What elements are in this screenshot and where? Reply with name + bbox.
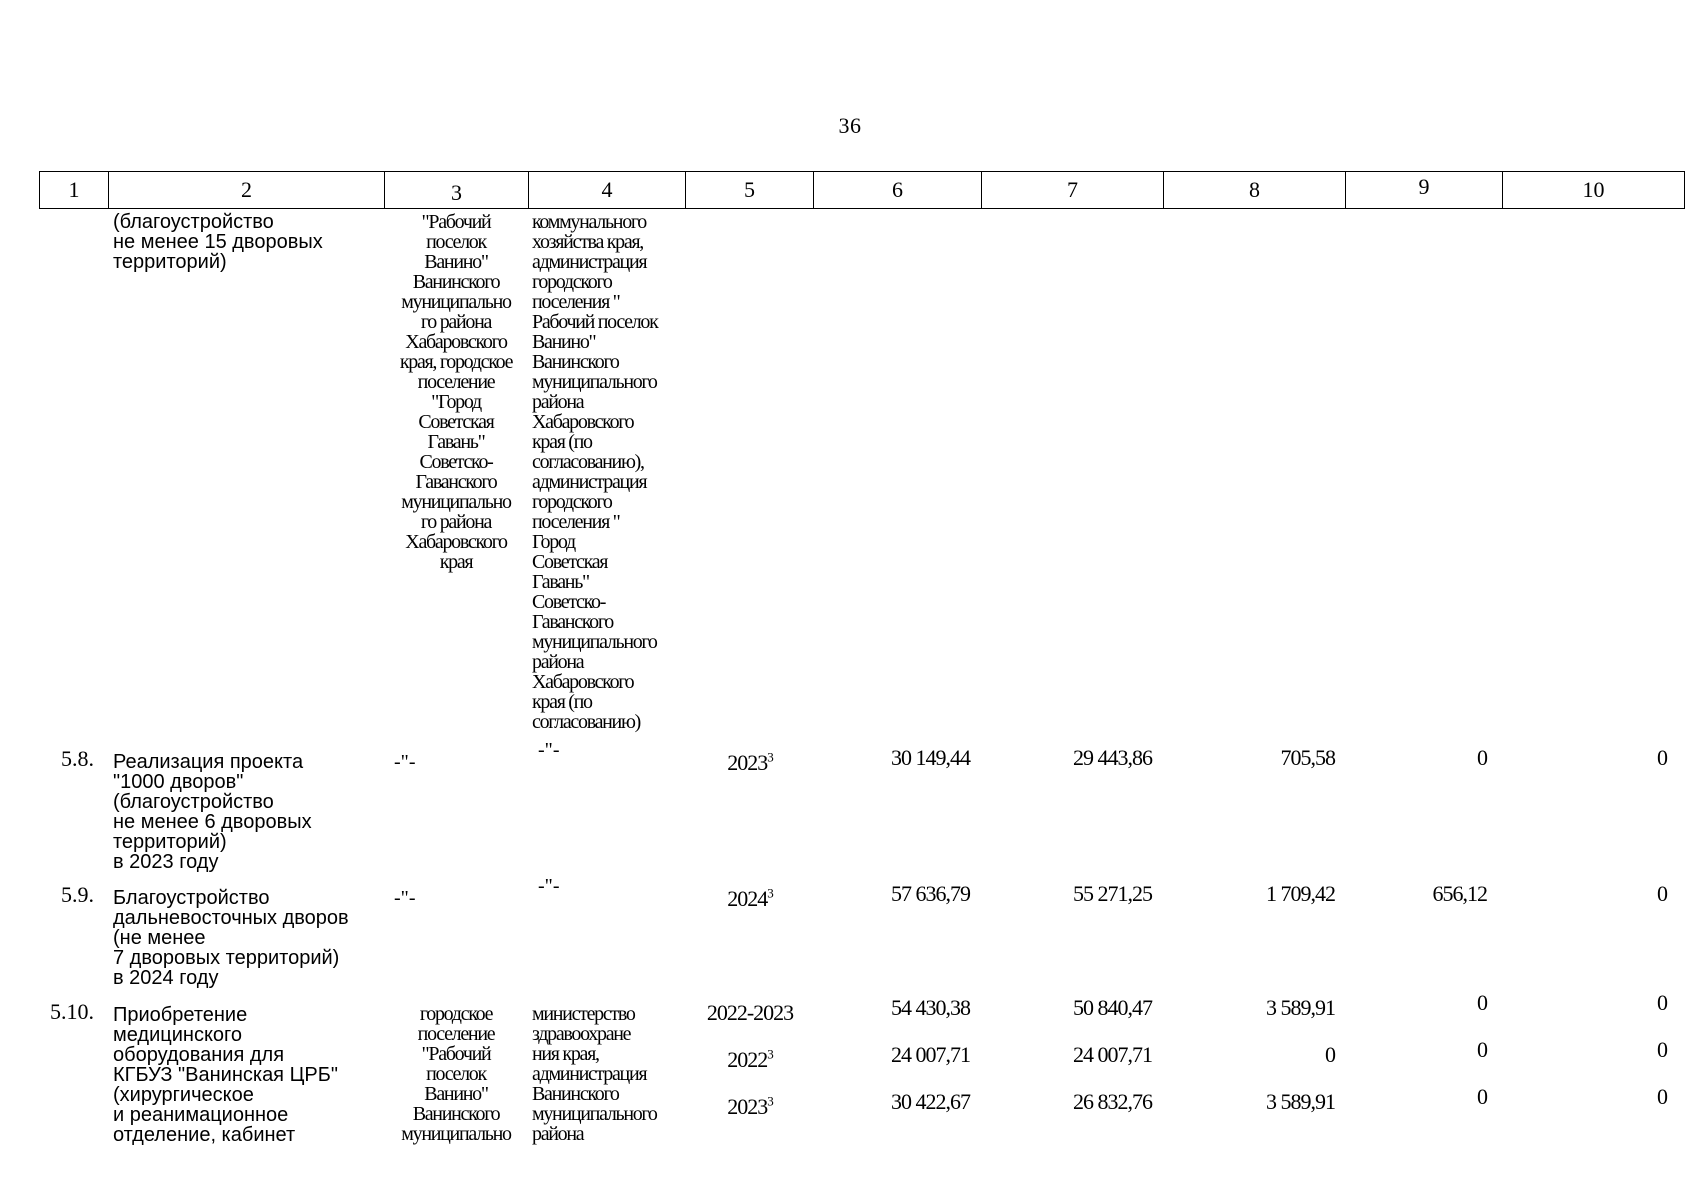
row-number: 5.9. [61,882,94,907]
header-cell: 8 [1164,172,1346,208]
subrow-value-8: 3 589,91 [1266,1089,1335,1114]
table-header-row [39,171,1685,209]
subrow-total: 30 422,67 [891,1089,970,1114]
subrow-value-8: 3 589,91 [1266,995,1335,1020]
row-name: Реализация проекта "1000 дворов" (благоустройство не менее 6 дворовых территорий) в 2023 году [113,751,312,873]
continuation-name: (благоустройство не менее 15 дворовых территорий) [113,211,323,273]
row-year: 2024$^3$ [727,885,773,911]
subrow-value-9: 0 [1477,1037,1487,1062]
header-cell: 1 [40,172,109,208]
row-name: Благоустройство дальневосточных дворов (не менее 7 дворовых территорий) в 2024 году [113,887,349,989]
row-value-7: 29 443,86 [1073,745,1152,770]
header-cell: 2 [109,172,385,208]
header-cell: 6 [814,172,982,208]
subrow-value-8: 0 [1325,1042,1335,1067]
row-name: Приобретение медицинского оборудования для КГБУЗ "Ванинская ЦРБ" (хирургическое и реанимационное отделение, кабинет [113,1004,338,1146]
continuation-executor: "Рабочий поселок Ванино" Ванинского муниципально го района Хабаровского края, городское поселение "Город Советская Гавань" Советско- Гаванского муниципально го района Хабаровского края [399,211,513,573]
header-cell: 7 [982,172,1164,208]
row-responsible: -"- [538,739,560,761]
subrow-year: 2022-2023 [706,1000,794,1025]
subrow-value-7: 24 007,71 [1073,1042,1152,1067]
row-number: 5.10. [50,999,94,1024]
row-responsible: -"- [538,875,560,897]
row-value-7: 55 271,25 [1073,881,1152,906]
subrow-total: 24 007,71 [891,1042,970,1067]
row-total: 30 149,44 [891,745,970,770]
header-cell: 5 [686,172,814,208]
header-cell: 3 [385,172,529,208]
page-number: 36 [838,113,862,138]
row-value-8: 705,58 [1280,745,1335,770]
row-value-10: 0 [1657,881,1667,906]
row-value-8: 1 709,42 [1266,881,1335,906]
row-executor: -"- [394,751,416,773]
subrow-year: 2023$^3$ [727,1093,773,1119]
header-cell: 4 [529,172,686,208]
row-responsible: министерство здравоохране ния края, администрация Ванинского муниципального района [532,1003,657,1145]
subrow-value-10: 0 [1657,990,1667,1015]
subrow-value-9: 0 [1477,1084,1487,1109]
subrow-value-7: 50 840,47 [1073,995,1152,1020]
subrow-total: 54 430,38 [891,995,970,1020]
header-cell: 10 [1582,177,1605,202]
subrow-value-10: 0 [1657,1037,1667,1062]
row-number: 5.8. [61,746,94,771]
row-total: 57 636,79 [891,881,970,906]
row-value-9: 0 [1477,745,1487,770]
row-executor: -"- [394,887,416,909]
subrow-value-9: 0 [1477,990,1487,1015]
header-cell: 9 [1346,172,1503,208]
row-value-9: 656,12 [1432,881,1487,906]
row-value-10: 0 [1657,745,1667,770]
subrow-year: 2022$^3$ [727,1046,773,1072]
subrow-value-10: 0 [1657,1084,1667,1109]
row-executor: городское поселение "Рабочий поселок Ванино" Ванинского муниципально [401,1003,511,1145]
subrow-value-7: 26 832,76 [1073,1089,1152,1114]
continuation-responsible: коммунального хозяйства края, администрация городского поселения " Рабочий поселок Ванино" Ванинского муниципального района Хабаровского края (по согласованию), администрация городского поселения " Город Советская Гавань" Советско- Гаванского муниципального района Хабаровского края (по согласованию) [532,211,658,733]
row-year: 2023$^3$ [727,749,773,775]
